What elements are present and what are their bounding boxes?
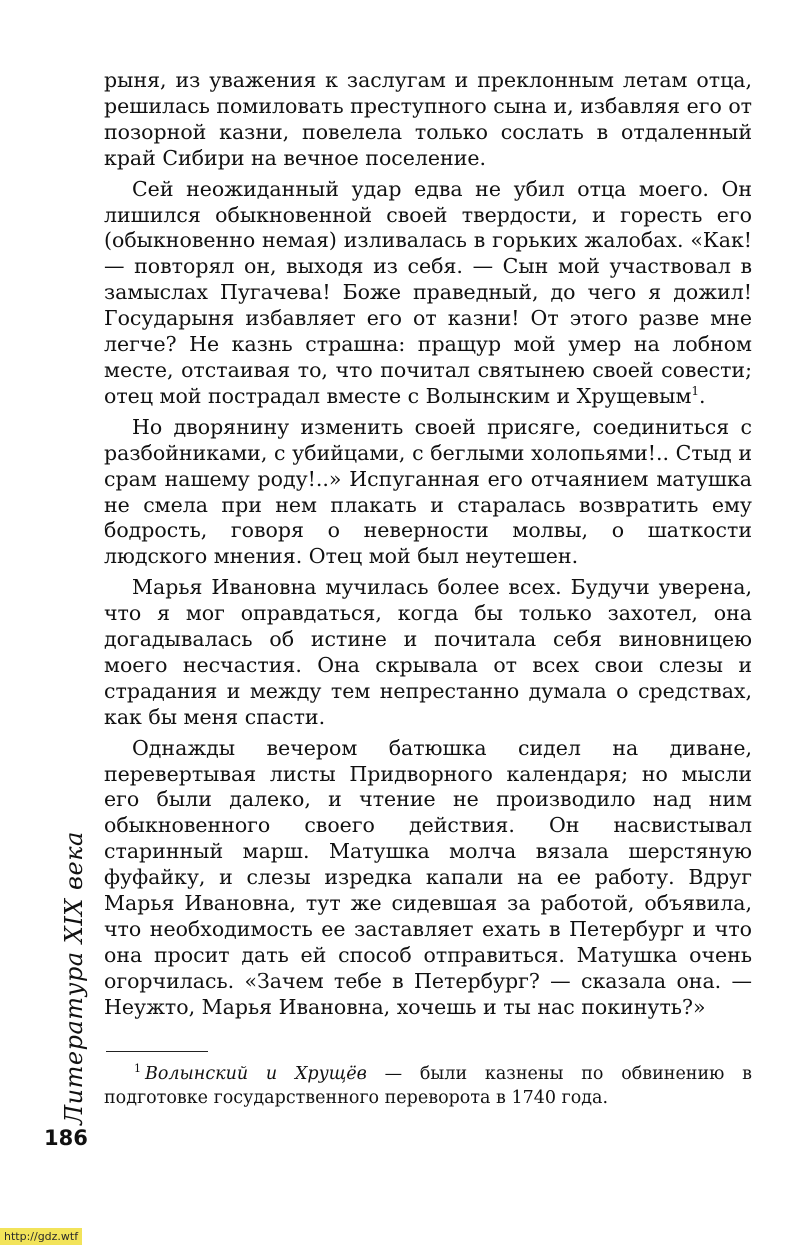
paragraph-text: Сей неожиданный удар едва не убил отца моего. Он лишился обыкновенной своей твердости, и горесть его (обыкновенно немая) изливалась в горьких жалобах. «Как! — повторял он, выходя из себя. — Сын мой участвовал в замыслах Пугачева! Боже праведный, до чего я дожил! Государыня избавляет его от казни! От этого разве мне легче? Не казнь страшна: пращур мой умер на лобном месте, отстаивая то, что почитал святынею своей совести; отец мой пострадал вместе с Волынским и Хрущевым [104,176,752,408]
footnote-divider [106,1051,208,1052]
footnote-number: 1 [134,1062,141,1076]
footnote-text: — были казнены по обвинению в подготовке государственного переворота в 1740 года. [104,1064,753,1108]
watermark-link[interactable]: http://gdz.wtf [0,1228,82,1245]
paragraph: Сей неожиданный удар едва не убил отца моего. Он лишился обыкновенной своей твердости, и горесть его (обыкновенно немая) изливалась в горьких жалобах. «Как! — повторял он, выходя из себя. — Сын мой участвовал в замыслах Пугачева! Боже праведный, до чего я дожил! Государыня избавляет его от казни! От этого разве мне легче? Не казнь страшна: пращур мой умер на лобном месте, отстаивая то, что почитал святынею своей совести; отец мой пострадал вместе с Волынским и Хрущевым$^1$. [104,176,752,408]
footnote-marker[interactable]: 1 [691,384,700,399]
paragraph: Марья Ивановна мучилась более всех. Будучи уверена, что я мог оправдаться, когда бы только захотел, она догадывалась об истине и почитала себя виновницею моего несчастия. Она скрывала от всех свои слезы и страдания и между тем непрестанно думала о средствах, как бы меня спасти. [104,575,752,729]
main-text [104,68,752,1026]
running-head: Литература XIX века [60,831,88,1125]
footnote [104,1062,752,1110]
paragraph: Но дворянину изменить своей присяге, соединиться с разбойниками, с убийцами, с беглыми холопьями!.. Стыд и срам нашему роду!..» Испуганная его отчаянием матушка не смела при нем плакать и старалась возвратить ему бодрость, говоря о неверности молвы, о шаткости людского мнения. Отец мой был неутешен. [104,414,752,569]
page-number: 186 [44,1126,88,1150]
paragraph: рыня, из уважения к заслугам и преклонным летам отца, решилась помиловать преступного сына и, избавляя его от позорной казни, повелела только сослать в отдаленный край Сибири на вечное поселение. [104,68,752,170]
paragraph: Однажды вечером батюшка сидел на диване, перевертывая листы Придворного календаря; но мысли его были далеко, и чтение не производило над ним обыкновенного своего действия. Он насвистывал старинный марш. Матушка молча вязала шерстяную фуфайку, и слезы изредка капали на ее работу. Вдруг Марья Ивановна, тут же сидевшая за работой, объявила, что необходимость ее заставляет ехать в Петербург и что она просит дать ей способ отправиться. Матушка очень огорчилась. «Зачем тебе в Петербург? — сказала она. — Неужто, Марья Ивановна, хочешь и ты нас покинуть?» [104,735,752,1019]
footnote-term: Волынский и Хрущёв [145,1064,367,1084]
